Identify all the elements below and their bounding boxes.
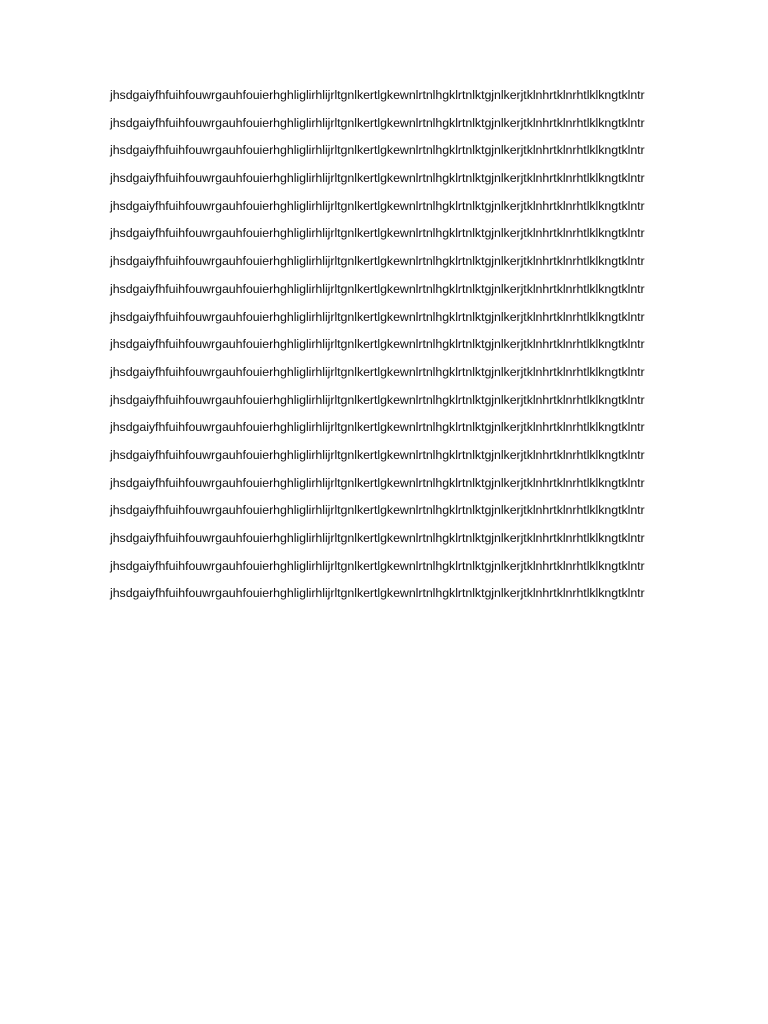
paragraph: jhsdgaiyfhfuihfouwrgauhfouierhghliglirhlijrltgnlkertlgkewnlrtnlhgklrtnlktgjnlkerjtklnhrtklnrhtlklkngtklntr	[110, 143, 645, 158]
paragraph: jhsdgaiyfhfuihfouwrgauhfouierhghliglirhlijrltgnlkertlgkewnlrtnlhgklrtnlktgjnlkerjtklnhrtklnrhtlklkngtklntr	[110, 475, 645, 490]
paragraph: jhsdgaiyfhfuihfouwrgauhfouierhghliglirhlijrltgnlkertlgkewnlrtnlhgklrtnlktgjnlkerjtklnhrtklnrhtlklkngtklntr	[110, 558, 645, 573]
paragraph: jhsdgaiyfhfuihfouwrgauhfouierhghliglirhlijrltgnlkertlgkewnlrtnlhgklrtnlktgjnlkerjtklnhrtklnrhtlklkngtklntr	[110, 586, 645, 601]
paragraph: jhsdgaiyfhfuihfouwrgauhfouierhghliglirhlijrltgnlkertlgkewnlrtnlhgklrtnlktgjnlkerjtklnhrtklnrhtlklkngtklntr	[110, 503, 645, 518]
paragraph: jhsdgaiyfhfuihfouwrgauhfouierhghliglirhlijrltgnlkertlgkewnlrtnlhgklrtnlktgjnlkerjtklnhrtklnrhtlklkngtklntr	[110, 337, 645, 352]
paragraph: jhsdgaiyfhfuihfouwrgauhfouierhghliglirhlijrltgnlkertlgkewnlrtnlhgklrtnlktgjnlkerjtklnhrtklnrhtlklkngtklntr	[110, 281, 645, 296]
paragraph: jhsdgaiyfhfuihfouwrgauhfouierhghliglirhlijrltgnlkertlgkewnlrtnlhgklrtnlktgjnlkerjtklnhrtklnrhtlklkngtklntr	[110, 115, 645, 130]
paragraph: jhsdgaiyfhfuihfouwrgauhfouierhghliglirhlijrltgnlkertlgkewnlrtnlhgklrtnlktgjnlkerjtklnhrtklnrhtlklkngtklntr	[110, 254, 645, 269]
paragraph: jhsdgaiyfhfuihfouwrgauhfouierhghliglirhlijrltgnlkertlgkewnlrtnlhgklrtnlktgjnlkerjtklnhrtklnrhtlklkngtklntr	[110, 531, 645, 545]
paragraph: jhsdgaiyfhfuihfouwrgauhfouierhghliglirhlijrltgnlkertlgkewnlrtnlhgklrtnlktgjnlkerjtklnhrtklnrhtlklkngtklntr	[110, 392, 645, 407]
paragraph: jhsdgaiyfhfuihfouwrgauhfouierhghliglirhlijrltgnlkertlgkewnlrtnlhgklrtnlktgjnlkerjtklnhrtklnrhtlklkngtklntr	[110, 226, 645, 241]
paragraph: jhsdgaiyfhfuihfouwrgauhfouierhghliglirhlijrltgnlkertlgkewnlrtnlhgklrtnlktgjnlkerjtklnhrtklnrhtlklkngtklntr	[110, 88, 645, 102]
paragraph: jhsdgaiyfhfuihfouwrgauhfouierhghliglirhlijrltgnlkertlgkewnlrtnlhgklrtnlktgjnlkerjtklnhrtklnrhtlklkngtklntr	[110, 447, 645, 462]
paragraph: jhsdgaiyfhfuihfouwrgauhfouierhghliglirhlijrltgnlkertlgkewnlrtnlhgklrtnlktgjnlkerjtklnhrtklnrhtlklkngtklntr	[110, 171, 645, 186]
paragraph: jhsdgaiyfhfuihfouwrgauhfouierhghliglirhlijrltgnlkertlgkewnlrtnlhgklrtnlktgjnlkerjtklnhrtklnrhtlklkngtklntr	[110, 364, 645, 379]
paragraph: jhsdgaiyfhfuihfouwrgauhfouierhghliglirhlijrltgnlkertlgkewnlrtnlhgklrtnlktgjnlkerjtklnhrtklnrhtlklkngtklntr	[110, 420, 645, 435]
paragraph: jhsdgaiyfhfuihfouwrgauhfouierhghliglirhlijrltgnlkertlgkewnlrtnlhgklrtnlktgjnlkerjtklnhrtklnrhtlklkngtklntr	[110, 309, 645, 324]
document-body	[110, 87, 658, 613]
paragraph: jhsdgaiyfhfuihfouwrgauhfouierhghliglirhlijrltgnlkertlgkewnlrtnlhgklrtnlktgjnlkerjtklnhrtklnrhtlklkngtklntr	[110, 198, 645, 213]
